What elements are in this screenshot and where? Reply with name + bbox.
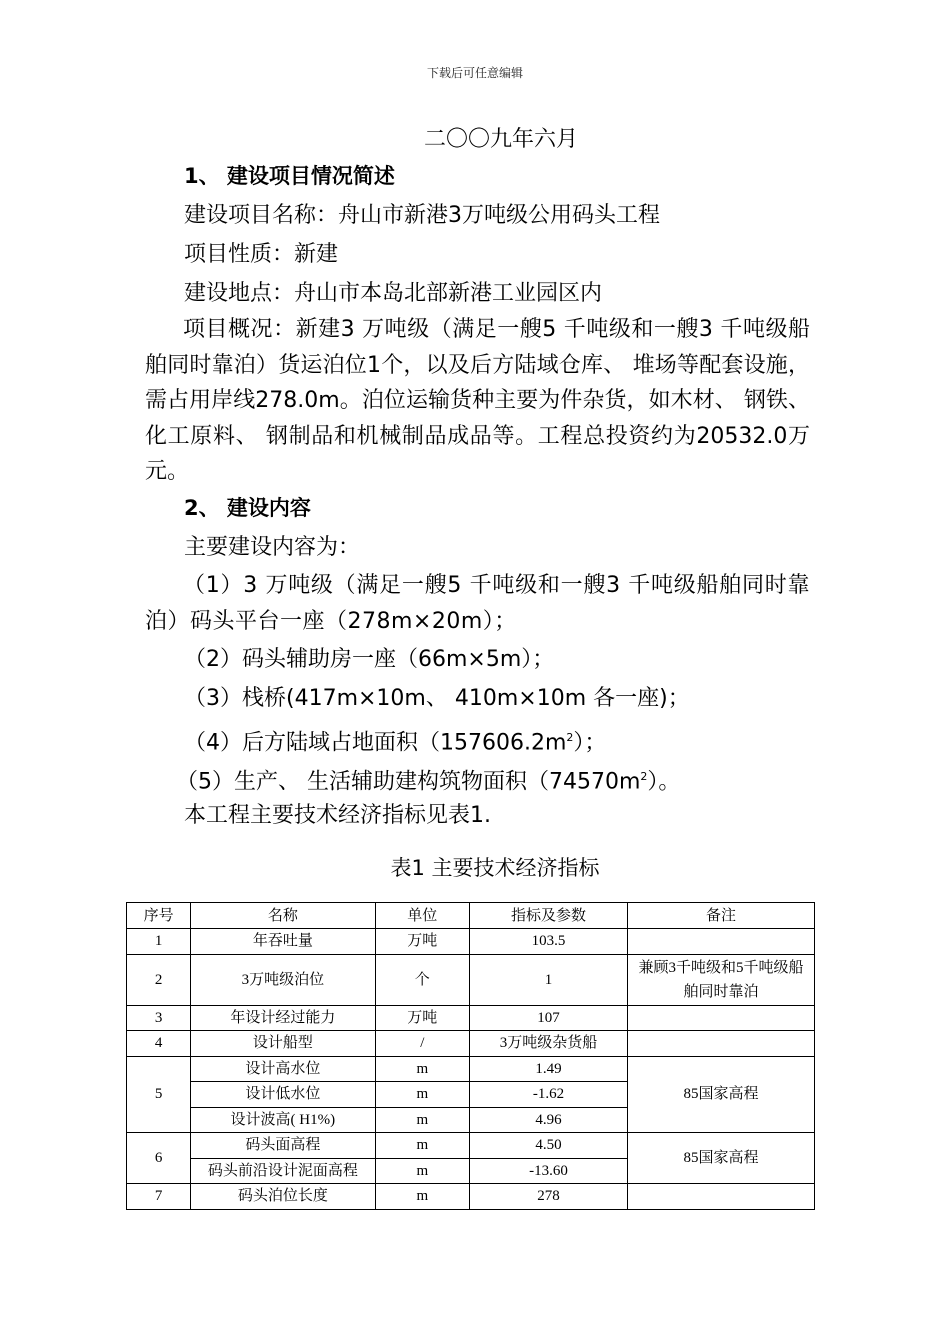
cell-note: 85国家高程 xyxy=(627,1133,814,1184)
project-location-line: 建设地点：舟山市本岛北部新港工业园区内 xyxy=(184,281,603,306)
document-date: 二〇〇九年六月 xyxy=(423,127,578,152)
cell-unit: 个 xyxy=(375,954,470,1005)
cell-unit: 万吨 xyxy=(375,929,470,955)
header-cell: 名称 xyxy=(191,903,375,929)
content-intro: 主要建设内容为： xyxy=(184,535,361,560)
cell-note xyxy=(627,1005,814,1031)
table-row xyxy=(127,1005,815,1031)
table-reference: 本工程主要技术经济指标见表1. xyxy=(184,803,491,828)
cell-no: 1 xyxy=(127,929,191,955)
page-header-note: 下载后可任意编辑 xyxy=(426,66,523,80)
table-row xyxy=(127,1031,815,1057)
cell-note xyxy=(627,1031,814,1057)
table-row xyxy=(127,1184,815,1210)
cell-name: 年吞吐量 xyxy=(191,929,375,955)
project-nature-line: 项目性质：新建 xyxy=(184,242,339,267)
cell-name: 3万吨级泊位 xyxy=(191,954,375,1005)
table-header-row xyxy=(127,903,815,929)
cell-no: 6 xyxy=(127,1133,191,1184)
indicator-table xyxy=(126,902,815,1210)
cell-note: 85国家高程 xyxy=(627,1056,814,1133)
cell-no: 5 xyxy=(127,1056,191,1133)
cell-name: 码头前沿设计泥面高程 xyxy=(191,1158,375,1184)
cell-name: 设计高水位 xyxy=(191,1056,375,1082)
cell-value: 4.96 xyxy=(470,1107,628,1133)
cell-no: 4 xyxy=(127,1031,191,1057)
cell-value: 103.5 xyxy=(470,929,628,955)
cell-unit: m xyxy=(375,1056,470,1082)
cell-name: 设计波高( H1%) xyxy=(191,1107,375,1133)
content-item-5: （5）生产、 生活辅助建构筑物面积$(74570m^2)$。 xyxy=(176,769,681,795)
cell-unit: m xyxy=(375,1082,470,1108)
project-overview: 项目概况：新建3 万吨级（满足一艘5 千吨级和一艘3 千吨级船舶同时靠泊）货运泊位1个，以及后方陆域仓库、 堆场等配套设施，需占用岸线278.0m。泊位运输货种主要为件杂货，如木材、 钢铁、 化工原料、 钢制品和机械制品成品等。工程总投资约为20532.0万元。 xyxy=(145,317,810,484)
cell-no: 3 xyxy=(127,1005,191,1031)
cell-unit: m xyxy=(375,1133,470,1159)
project-name-line: 建设项目名称：舟山市新港3万吨级公用码头工程 xyxy=(184,203,660,228)
section1-heading: 1、 建设项目情况简述 xyxy=(184,164,395,188)
section2-heading: 2、 建设内容 xyxy=(184,496,311,520)
content-item-1: （1）3 万吨级（满足一艘5 千吨级和一艘3 千吨级船舶同时靠泊）码头平台一座（278m×20m）； xyxy=(145,573,810,634)
cell-note xyxy=(627,1184,814,1210)
header-cell: 单位 xyxy=(375,903,470,929)
cell-unit: 万吨 xyxy=(375,1005,470,1031)
cell-unit: m xyxy=(375,1158,470,1184)
header-cell: 序号 xyxy=(127,903,191,929)
cell-unit: m xyxy=(375,1107,470,1133)
cell-name: 码头泊位长度 xyxy=(191,1184,375,1210)
content-item-2: （2）码头辅助房一座（66m×5m）； xyxy=(184,647,555,672)
table-caption: 表1 主要技术经济指标 xyxy=(390,856,600,880)
content-item-4: （4）后方陆域占地面积$(157606.2m^2)$； xyxy=(184,730,607,756)
cell-value: 4.50 xyxy=(470,1133,628,1159)
cell-value: 1 xyxy=(470,954,628,1005)
header-cell: 指标及参数 xyxy=(470,903,628,929)
cell-value: 278 xyxy=(470,1184,628,1210)
cell-name: 设计低水位 xyxy=(191,1082,375,1108)
cell-note: 兼顾3千吨级和5千吨级船舶同时靠泊 xyxy=(627,954,814,1005)
header-cell: 备注 xyxy=(627,903,814,929)
cell-name: 设计船型 xyxy=(191,1031,375,1057)
cell-value: 107 xyxy=(470,1005,628,1031)
cell-name: 码头面高程 xyxy=(191,1133,375,1159)
cell-value: -1.62 xyxy=(470,1082,628,1108)
table-row xyxy=(127,954,815,1005)
cell-unit: / xyxy=(375,1031,470,1057)
cell-value: 1.49 xyxy=(470,1056,628,1082)
cell-name: 年设计经过能力 xyxy=(191,1005,375,1031)
cell-no: 2 xyxy=(127,954,191,1005)
cell-no: 7 xyxy=(127,1184,191,1210)
content-item-3: （3）栈桥(417m×10m、 410m×10m 各一座)； xyxy=(184,686,690,711)
table-row xyxy=(127,929,815,955)
cell-unit: m xyxy=(375,1184,470,1210)
table-row xyxy=(127,1133,815,1159)
cell-value: 3万吨级杂货船 xyxy=(470,1031,628,1057)
table-row xyxy=(127,1056,815,1082)
cell-value: -13.60 xyxy=(470,1158,628,1184)
cell-note xyxy=(627,929,814,955)
